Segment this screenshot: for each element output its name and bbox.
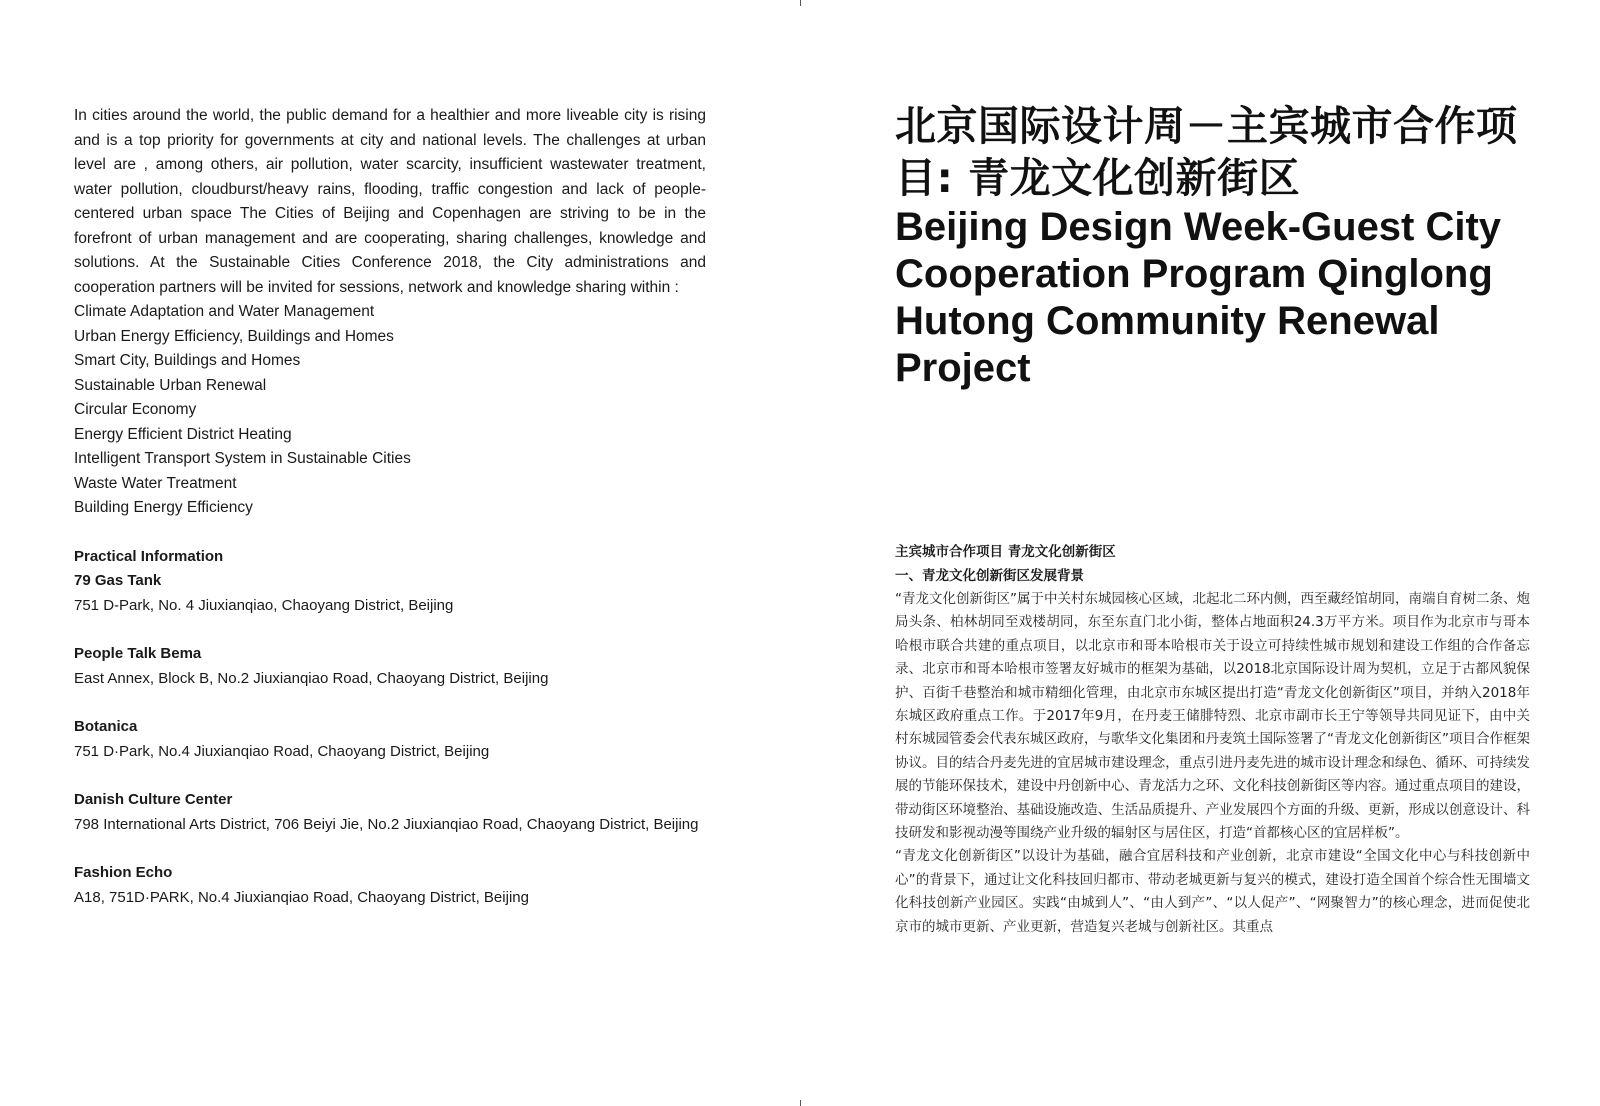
venue-address: East Annex, Block B, No.2 Jiuxianqiao Road, Chaoyang District, Beijing xyxy=(74,669,549,687)
list-item: Smart City, Buildings and Homes xyxy=(74,352,301,369)
right-page-title-block xyxy=(895,100,1535,392)
intro-paragraph: In cities around the world, the public demand for a healthier and more liveable city is rising and is a top priority for governments at city and national levels. The challenges at urban level are , among others, air pollution, water scarcity, insufficient wastewater treatment, water pollution, cloudburst/heavy rains, flooding, traffic congestion and lack of people-centered urban space The Cities of Beijing and Copenhagen are striving to be in the forefront of urban management and are cooperating, sharing challenges, knowledge and solutions. At the Sustainable Cities Conference 2018, the City administrations and cooperation partners will be invited for sessions, network and knowledge sharing within : xyxy=(74,107,706,296)
venue-botanica xyxy=(74,715,706,764)
list-item: Waste Water Treatment xyxy=(74,474,237,492)
venue-name: People Talk Bema xyxy=(74,645,202,662)
venue-address: 751 D-Park, No. 4 Jiuxianqiao, Chaoyang District, Beijing xyxy=(74,596,454,614)
left-page xyxy=(74,104,706,934)
list-item: Building Energy Efficiency xyxy=(74,499,253,516)
list-item: Climate Adaptation and Water Management xyxy=(74,303,375,320)
body-paragraph: “青龙文化创新街区”以设计为基础，融合宜居科技和产业创新，北京市建设“全国文化中心与科技创新中心”的背景下，通过让文化科技回归都市、带动老城更新与复兴的模式，建设打造全国首个综合性无围墙文化科技创新产业园区。实践“由城到人”、“由人到产”、“以人促产”、“网聚智力”的核心理念，进而促使北京市的城市更新、产业更新，营造复兴老城与创新社区。其重点 xyxy=(895,848,1530,935)
venue-name: 79 Gas Tank xyxy=(74,572,162,589)
venue-danish-culture-center xyxy=(74,788,706,837)
venue-name: Danish Culture Center xyxy=(74,791,233,808)
practical-information xyxy=(74,545,706,911)
venue-name: Botanica xyxy=(74,718,138,735)
venue-address: 751 D·Park, No.4 Jiuxianqiao Road, Chaoyang District, Beijing xyxy=(74,742,490,760)
list-item: Intelligent Transport System in Sustainable Cities xyxy=(74,450,411,467)
venue-name: Fashion Echo xyxy=(74,864,173,881)
practical-info-heading: Practical Information xyxy=(74,547,224,565)
list-item: Circular Economy xyxy=(74,401,197,418)
list-item: Energy Efficient District Heating xyxy=(74,425,292,443)
session-topics-list xyxy=(74,300,706,521)
venue-people-talk-bema xyxy=(74,642,706,691)
section-heading: 一、青龙文化创新街区发展背景 xyxy=(895,567,1084,584)
list-item: Sustainable Urban Renewal xyxy=(74,376,267,394)
body-paragraph: “青龙文化创新街区”属于中关村东城园核心区域，北起北二环内侧，西至藏经馆胡同，南端自育树二条、炮局头条、柏林胡同至戏楼胡同，东至东直门北小街，整体占地面积24.3万平方米。项目作为北京市与哥本哈根市联合共建的重点项目，以北京市和哥本哈根市关于设立可持续性城市规划和建设工作组的合作备忘录、北京市和哥本哈根市签署友好城市的框架为基础，以2018北京国际设计周为契机，立足于古都风貌保护、百街千巷整治和城市精细化管理，由北京市东城区提出打造“青龙文化创新街区”项目，并纳入2018年东城区政府重点工作。于2017年9月，在丹麦王储腓特烈、北京市副市长王宁等领导共同见证下，由中关村东城园管委会代表东城区政府，与歌华文化集团和丹麦筑土国际签署了“青龙文化创新街区”项目合作框架协议。目的结合丹麦先进的宜居城市建设理念，重点引进丹麦先进的城市设计理念和绿色、循环、可持续发展的节能环保技术，建设中丹创新中心、青龙活力之环、文化科技创新街区等内容。通过重点项目的建设，带动街区环境整治、基础设施改造、生活品质提升、产业发展四个方面的升级、更新，形成以创意设计、科技研发和影视动漫等围绕产业升级的辐射区与居住区，打造“首都核心区的宜居样板”。 xyxy=(895,591,1530,842)
right-page-body xyxy=(895,541,1530,939)
venue-address: A18, 751D·PARK, No.4 Jiuxianqiao Road, Chaoyang District, Beijing xyxy=(74,888,529,906)
section-label: 主宾城市合作项目 青龙文化创新街区 xyxy=(895,544,1116,560)
list-item: Urban Energy Efficiency, Buildings and Homes xyxy=(74,327,394,345)
venue-fashion-echo xyxy=(74,861,706,910)
venue-address: 798 International Arts District, 706 Beiyi Jie, No.2 Jiuxianqiao Road, Chaoyang District, Beijing xyxy=(74,815,699,833)
venue-gas-tank xyxy=(74,569,706,618)
crop-mark-top xyxy=(800,0,801,6)
page-title-english: Beijing Design Week-Guest City Cooperation Program Qinglong Hutong Community Renewal Project xyxy=(895,205,1502,390)
page-title-chinese: 北京国际设计周－主宾城市合作项目: 青龙文化创新街区 xyxy=(895,102,1518,202)
crop-mark-bottom xyxy=(800,1100,801,1106)
